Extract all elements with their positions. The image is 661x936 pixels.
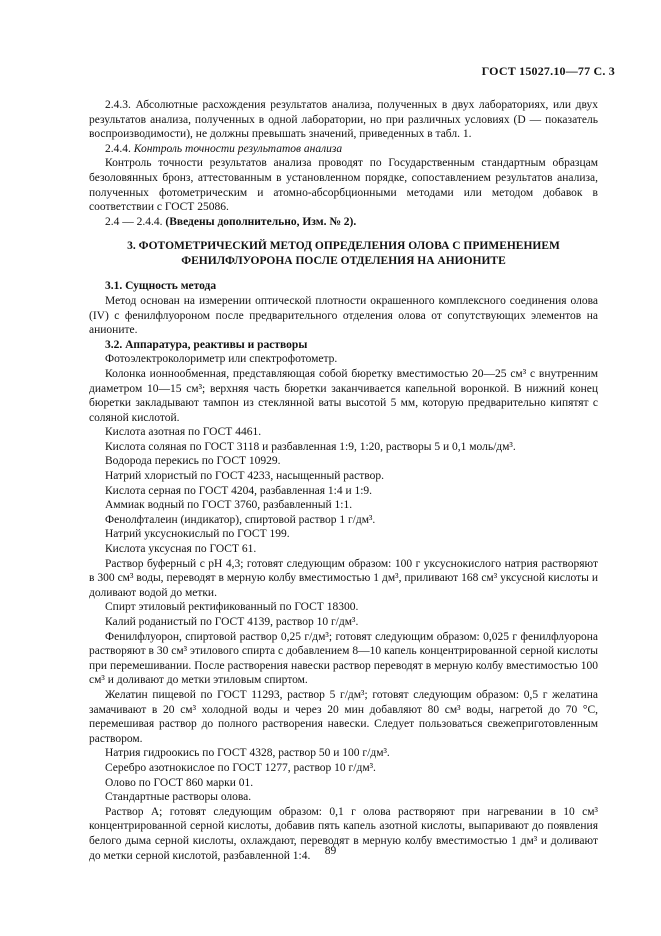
list-item: Кислота соляная по ГОСТ 3118 и разбавленная 1:9, 1:20, растворы 5 и 0,1 моль/дм³. <box>105 440 516 453</box>
list-item: Фенолфталеин (индикатор), спиртовой раствор 1 г/дм³. <box>105 513 376 526</box>
list-item: Кислота серная по ГОСТ 4204, разбавленная 1:4 и 1:9. <box>105 484 373 497</box>
section-title: 3. ФОТОМЕТРИЧЕСКИЙ МЕТОД ОПРЕДЕЛЕНИЯ ОЛОВА С ПРИМЕНЕНИЕМ ФЕНИЛФЛУОРОНА ПОСЛЕ ОТДЕЛЕНИЯ НА АНИОНИТЕ <box>127 240 560 268</box>
page-body <box>89 98 598 863</box>
subsection-3-1-text: Метод основан на измерении оптической плотности окрашенного комплексного соединения олова (IV) с фенилфлуороном после предварительного отделения олова от сопутствующих элементов на анионите. <box>89 294 598 337</box>
amendment-text: (Введены дополнительно, Изм. № 2). <box>165 215 357 228</box>
list-item: Раствор А; готовят следующим образом: 0,1 г олова растворяют при нагревании в 10 см³ концентрированной серной кислоты, добавив пять капель азотной кислоты, выпаривают до появления белого дыма серной кислоты, охлаждают, переводят в мерную колбу вместимостью 1 дм³ и доливают до метки серной кислотой, разбавленной 1:4. <box>89 805 598 862</box>
list-item: Стандартные растворы олова. <box>105 791 252 804</box>
para-2-4-4-title: Контроль точности результатов анализа <box>133 142 343 155</box>
subsection-3-2-title: 3.2. Аппаратура, реактивы и растворы <box>105 338 308 351</box>
list-item: Кислота уксусная по ГОСТ 61. <box>105 543 257 556</box>
list-item: Натрий хлористый по ГОСТ 4233, насыщенный раствор. <box>105 470 384 483</box>
list-item: Натрий уксуснокислый по ГОСТ 199. <box>105 528 290 541</box>
subsection-3-1-title: 3.1. Сущность метода <box>105 280 217 293</box>
list-item: Желатин пищевой по ГОСТ 11293, раствор 5 г/дм³; готовят следующим образом: 0,5 г желатина замачивают в 20 см³ холодной воды и через 20 мин добавляют 80 см³ воды, нагретой до 70 °С, перемешивая раствор до полного растворения навески. Следует пользоваться свежеприготовленным раствором. <box>89 688 598 745</box>
list-item: Калий роданистый по ГОСТ 4139, раствор 10 г/дм³. <box>105 616 359 628</box>
list-item: Кислота азотная по ГОСТ 4461. <box>105 426 262 439</box>
list-item: Серебро азотнокислое по ГОСТ 1277, раствор 10 г/дм³. <box>105 761 376 774</box>
page-header: ГОСТ 15027.10—77 С. 3 <box>481 64 615 78</box>
para-2-4-3: 2.4.3. Абсолютные расхождения результатов анализа, полученных в двух лабораториях, или двух результатов анализа, полученных в одной лаборатории, но при различных условиях (D — показатель воспроизводимости), не должны превышать значений, приведенных в табл. 1. <box>89 99 598 141</box>
para-2-4-4 <box>89 142 598 157</box>
para-2-4-4-number: 2.4.4. <box>105 142 131 155</box>
amendment-range: 2.4 — 2.4.4. <box>105 215 163 228</box>
list-item: Раствор буферный с рН 4,3; готовят следующим образом: 100 г уксуснокислого натрия растворяют в 300 см³ воды, переводят в мерную колбу вместимостью 1 дм³, приливают 168 см³ уксусной кислоты и доливают водой до метки. <box>89 557 598 599</box>
para-amendment-note <box>89 215 598 230</box>
para-accuracy-control: Контроль точности результатов анализа проводят по Государственным стандартным образцам безоловянных бронз, аттестованным в установленном порядке, сопоставлением результатов анализа, полученных фотометрическим и атомно-абсорбционными методами или методом добавок в соответствии с ГОСТ 25086. <box>89 157 598 214</box>
list-item: Аммиак водный по ГОСТ 3760, разбавленный 1:1. <box>105 499 353 512</box>
list-item: Олово по ГОСТ 860 марки 01. <box>105 776 254 789</box>
list-item: Натрия гидроокись по ГОСТ 4328, раствор 50 и 100 г/дм³. <box>105 747 390 760</box>
list-item: Водорода перекись по ГОСТ 10929. <box>105 455 281 468</box>
list-item: Фенилфлуорон, спиртовой раствор 0,25 г/дм³; готовят следующим образом: 0,025 г фенилфлуорона растворяют в 30 см³ этилового спирта с добавлением 8—10 капель концентрированной серной кислоты при перемешивании. После растворения навески раствор переводят в мерную колбу вместимостью 100 см³ и доливают до метки этиловым спиртом. <box>89 630 598 687</box>
page-number: 89 <box>324 845 337 857</box>
list-item: Спирт этиловый ректификованный по ГОСТ 18300. <box>105 601 359 614</box>
list-item: Фотоэлектроколориметр или спектрофотометр. <box>105 353 338 366</box>
list-item: Колонка ионнообменная, представляющая собой бюретку вместимостью 20—25 см³ с внутренним диаметром 10—15 см³; верхняя часть бюретки заканчивается капельной воронкой. В нижний конец бюретки закладывают тампон из стеклянной ваты высотой 5 мм, которую предварительно кипятят с соляной кислотой. <box>89 367 598 424</box>
